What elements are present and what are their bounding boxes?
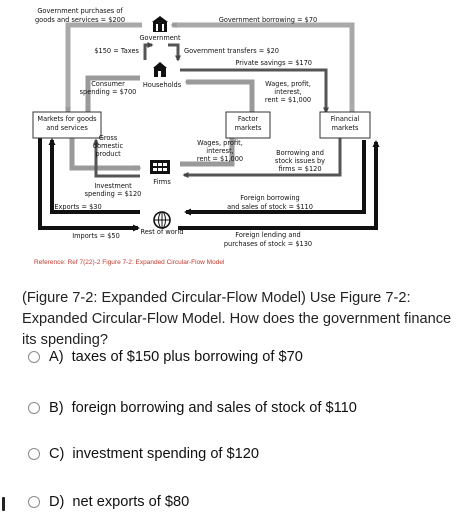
factor-markets-label-1: Factor — [237, 115, 259, 123]
transfers-flow — [168, 45, 178, 60]
foreign-borrowing-label-2: and sales of stock = $110 — [227, 203, 313, 211]
option-c[interactable] — [28, 443, 259, 465]
factor-markets-node — [226, 112, 270, 138]
gdp-label-3: product — [95, 150, 121, 158]
wages-firms-label-3: rent = $1,000 — [196, 155, 244, 163]
markets-goods-node — [33, 112, 101, 138]
wages-firms-label-2: interest, — [206, 147, 234, 155]
factory-icon — [150, 160, 170, 174]
option-c-letter: C) — [49, 446, 65, 462]
gov-purchases-label-2: goods and services = $200 — [34, 16, 126, 24]
left-edge-mark — [2, 497, 5, 511]
households-node — [143, 62, 182, 89]
radio-b[interactable] — [28, 402, 40, 414]
markets-goods-label-2: and services — [46, 124, 88, 132]
factor-markets-label-2: markets — [234, 124, 262, 132]
option-d-text: net exports of $80 — [72, 494, 190, 510]
house-icon — [153, 62, 167, 77]
option-b-text: foreign borrowing and sales of stock of $110 — [71, 400, 357, 416]
financial-markets-node — [320, 112, 370, 138]
government-label: Government — [139, 34, 181, 42]
consumer-spending-label-1: Consumer — [91, 80, 125, 88]
foreign-borrowing-label-1: Foreign borrowing — [240, 194, 300, 202]
gdp-label-1: Gross — [98, 134, 118, 142]
investment-label-2: spending = $120 — [84, 190, 142, 198]
imports-label: Imports = $50 — [72, 232, 120, 240]
option-b[interactable] — [28, 397, 357, 419]
option-d-letter: D) — [49, 494, 65, 510]
private-savings-label: Private savings = $170 — [235, 59, 312, 67]
rest-of-world-node — [140, 212, 183, 236]
rest-of-world-label: Rest of world — [140, 228, 184, 236]
markets-goods-label-1: Markets for goods — [37, 115, 97, 123]
radio-c[interactable] — [28, 448, 40, 460]
question-text: (Figure 7-2: Expanded Circular-Flow Model) Use Figure 7-2: Expanded Circular-Flow Model. How does the government finance its spending? — [22, 290, 452, 348]
exports-label: Exports = $30 — [54, 203, 102, 211]
gov-purchases-flow — [68, 25, 142, 112]
globe-icon — [154, 212, 170, 228]
option-c-text: investment spending of $120 — [72, 446, 260, 462]
taxes-label: $150 = Taxes — [94, 47, 139, 55]
firms-node — [150, 160, 171, 186]
borrowing-firms-label-2: stock issues by — [274, 157, 326, 165]
households-label: Households — [142, 81, 182, 89]
radio-d[interactable] — [28, 496, 40, 508]
borrowing-firms-label-3: firms = $120 — [278, 165, 322, 173]
foreign-lending-label-2: purchases of stock = $130 — [223, 240, 313, 248]
figure-reference: Reference: Ref 7(22)-2 Figure 7-2: Expanded Circular-Flow Model — [34, 259, 225, 266]
firms-label: Firms — [153, 178, 171, 186]
government-node — [139, 16, 181, 42]
consumer-spending-label-2: spending = $700 — [79, 88, 137, 96]
wages-hh-label-2: interest, — [274, 88, 302, 96]
transfers-label: Government transfers = $20 — [184, 47, 279, 55]
option-a-text: taxes of $150 plus borrowing of $70 — [71, 349, 303, 365]
wages-hh-label-3: rent = $1,000 — [264, 96, 312, 104]
wages-hh-label-1: Wages, profit, — [265, 80, 311, 88]
gdp-label-2: domestic — [92, 142, 124, 150]
government-building-icon — [152, 16, 168, 32]
borrowing-firms-label-1: Borrowing and — [276, 149, 324, 157]
wages-to-households-flow — [186, 82, 252, 112]
radio-a[interactable] — [28, 351, 40, 363]
option-b-letter: B) — [49, 400, 64, 416]
option-d[interactable] — [28, 491, 189, 513]
investment-label-1: Investment — [94, 182, 132, 190]
financial-markets-label-1: Financial — [330, 115, 360, 123]
taxes-flow — [145, 45, 152, 60]
financial-markets-label-2: markets — [331, 124, 359, 132]
option-a[interactable] — [28, 346, 303, 368]
gov-borrowing-label: Government borrowing = $70 — [218, 16, 318, 24]
option-a-letter: A) — [49, 349, 64, 365]
wages-firms-label-1: Wages, profit, — [197, 139, 243, 147]
gov-purchases-label-1: Government purchases of — [37, 7, 123, 15]
foreign-lending-label-1: Foreign lending and — [235, 231, 301, 239]
